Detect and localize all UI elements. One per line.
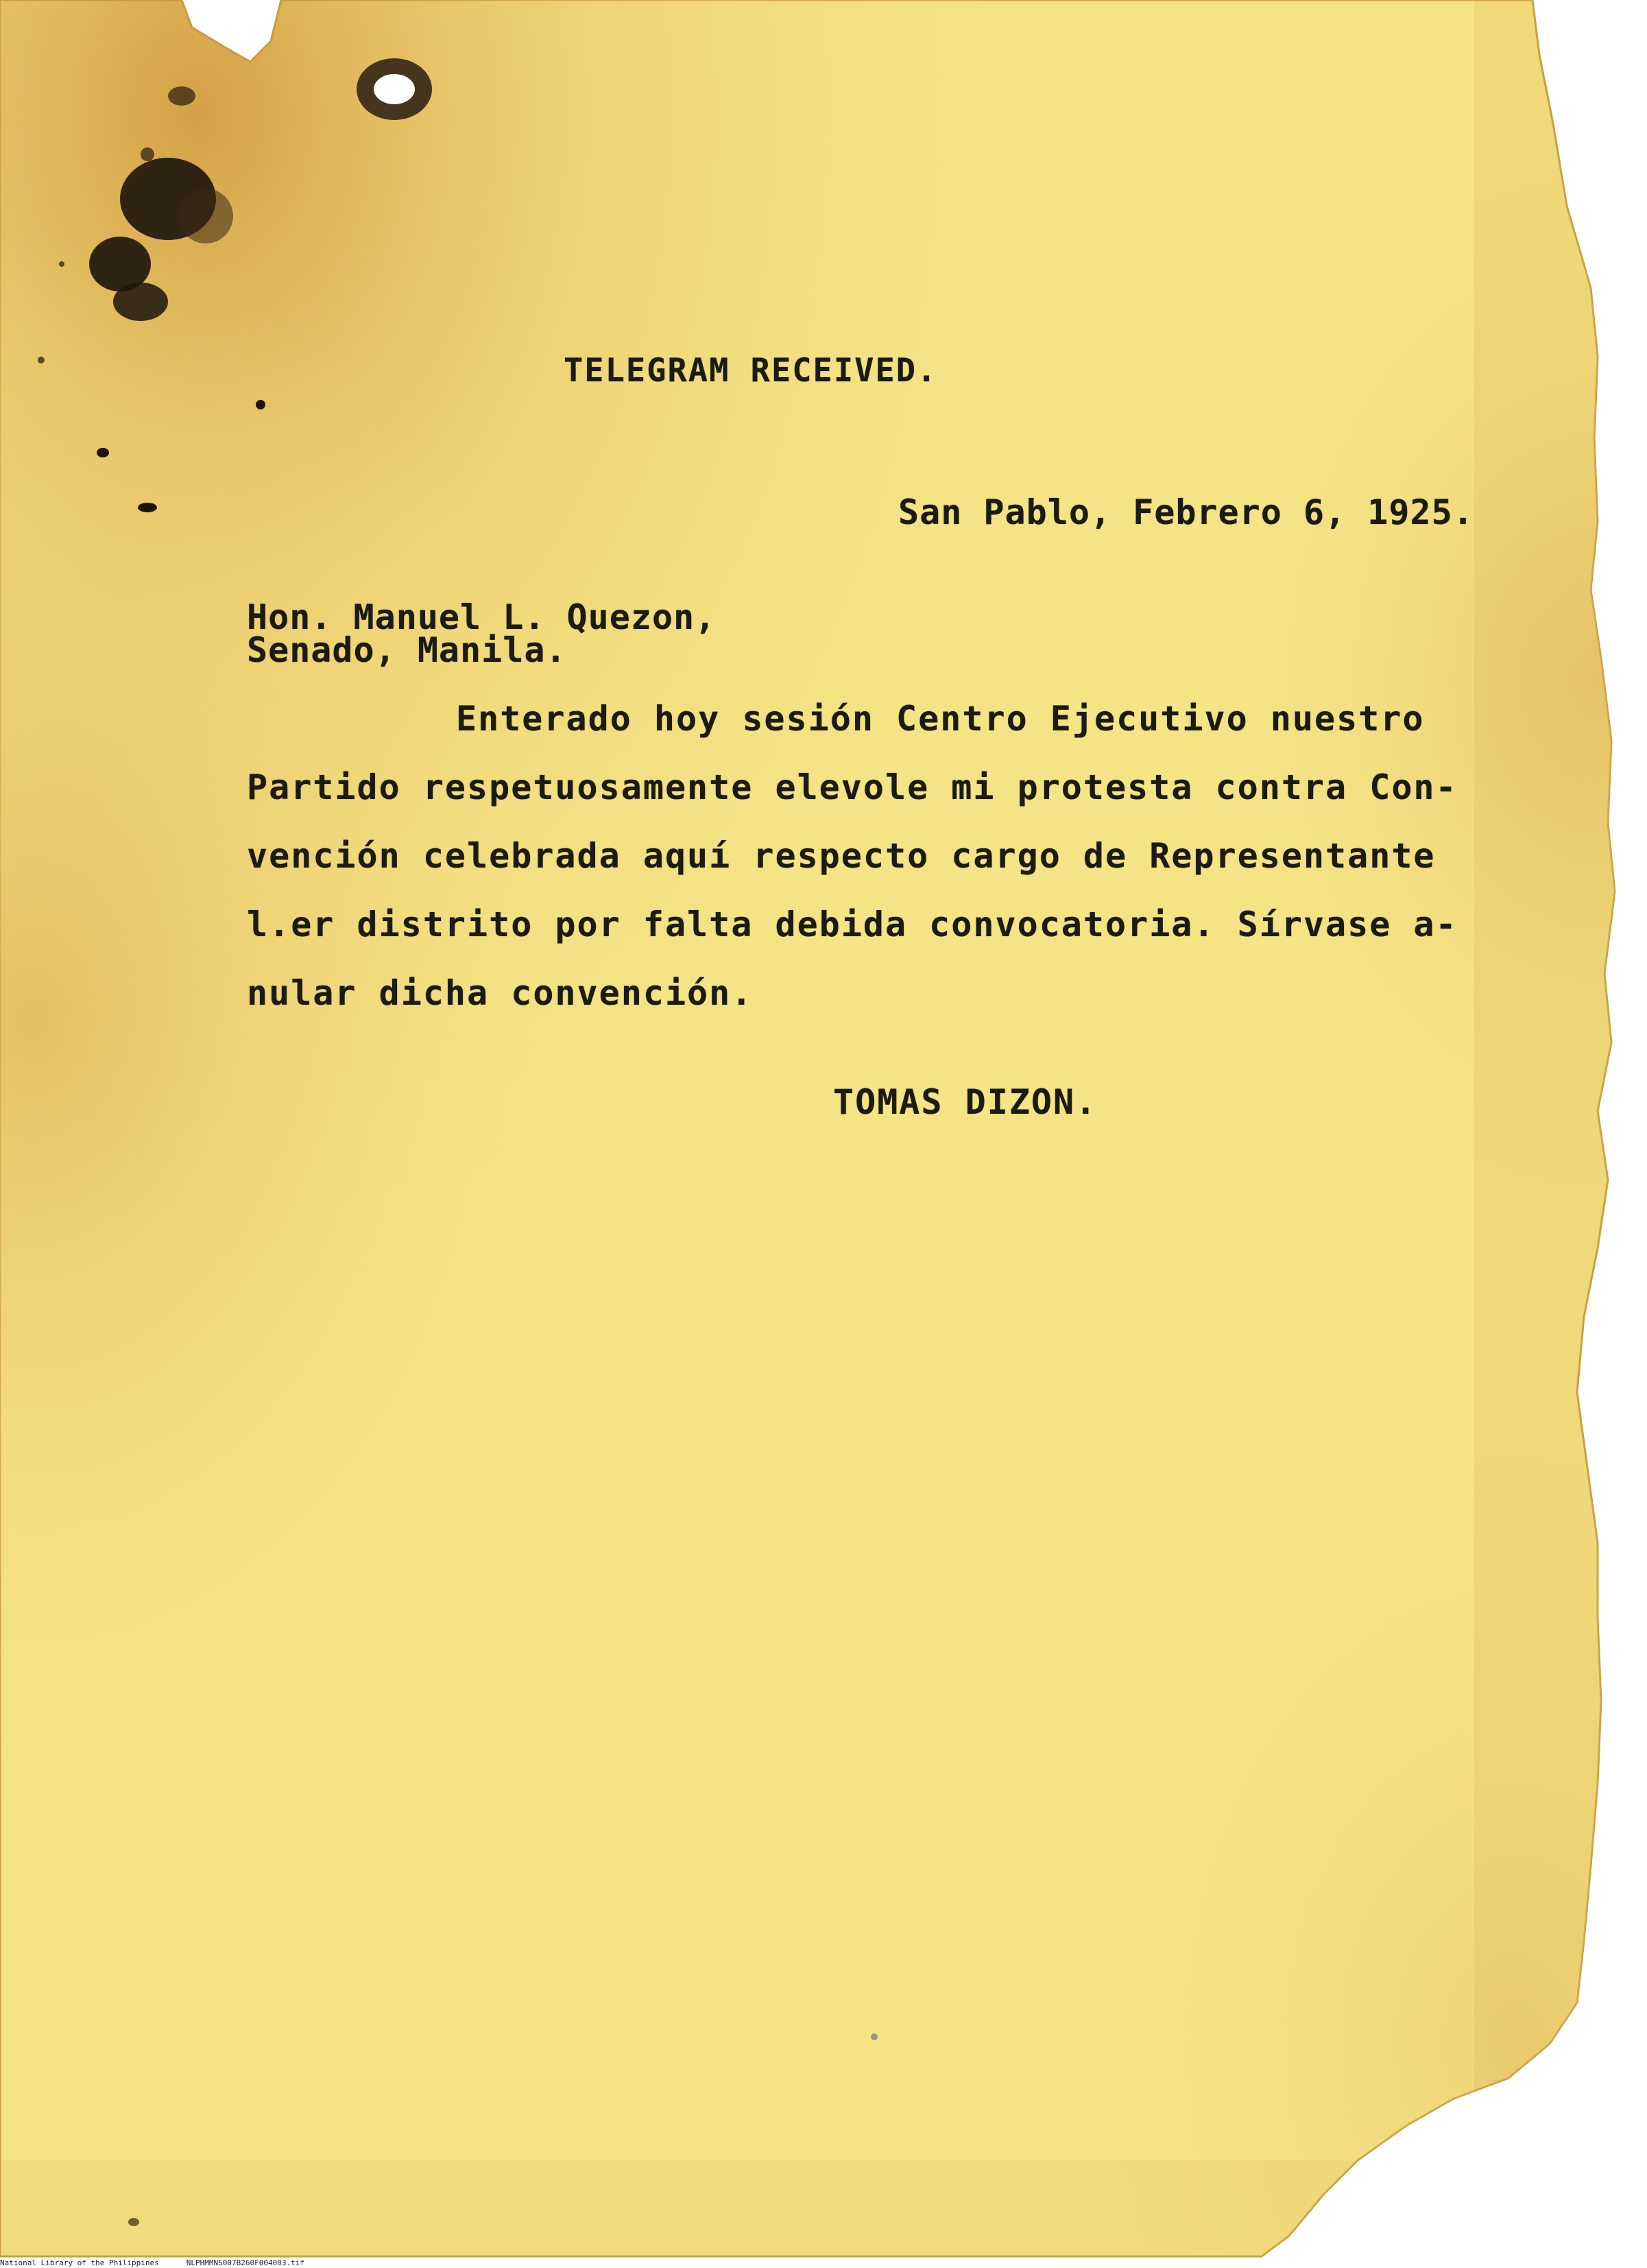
- dateline: San Pablo, Febrero 6, 1925.: [898, 492, 1474, 532]
- body-line-3: vención celebrada aquí respecto cargo de Representante: [247, 836, 1436, 876]
- recipient-name: Hon. Manuel L. Quezon,: [247, 597, 717, 637]
- telegram-title: TELEGRAM RECEIVED.: [564, 352, 938, 390]
- footer-library: National Library of the Philippines: [0, 2258, 159, 2267]
- body-line-4: l.er distrito por falta debida convocatoria. Sírvase a-: [247, 905, 1458, 944]
- body-line-1: Enterado hoy sesión Centro Ejecutivo nuestro: [456, 699, 1425, 739]
- body-line-2: Partido respetuosamente elevole mi protesta contra Con-: [247, 767, 1458, 807]
- footer-file: NLPHMMNS007B260F004003.tif: [186, 2258, 304, 2267]
- recipient-address: Senado, Manila.: [247, 630, 567, 670]
- archive-footer: [0, 2258, 304, 2267]
- signature: TOMAS DIZON.: [833, 1082, 1098, 1122]
- body-line-5: nular dicha convención.: [247, 973, 754, 1013]
